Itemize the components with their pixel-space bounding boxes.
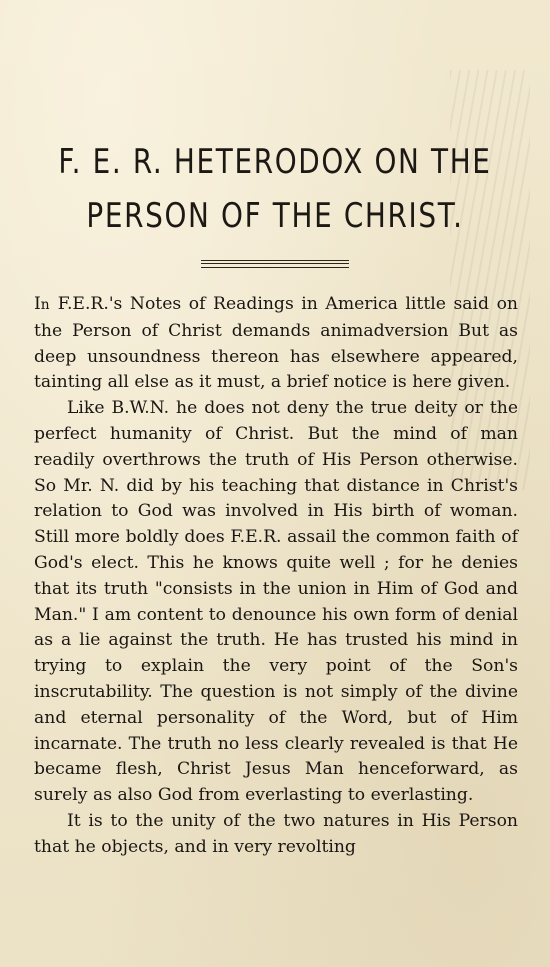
title-divider [201,260,349,268]
paragraph-1-initial: I [34,294,41,314]
paragraph-2: Like B.W.N. he does not deny the true deity or the perfect humanity of Christ. But the mind of man readily overthrows the truth of His Person otherwise. So Mr. N. did by his teaching that distance in Christ's relation to God was involved in His birth of woman. Still more boldly does F.E.R. assail the common faith of God's elect. This he knows quite well ; for he denies that its truth "consists in the union in Him of God and Man." I am content to denounce his own form of denial as a lie against the truth. He has trusted his mind in trying to explain the very point of the Son's inscrutability. The question is not simply of the divine and eternal personality of the Word, but of Him incarnate. The truth no less clearly revealed is that He became flesh, Christ Jesus Man henceforward, as surely as also God from everlasting to everlasting. [34,398,518,806]
title-divider-middle-line [201,263,349,264]
paragraph-1 [34,292,518,396]
title-line-1: F. E. R. HETERODOX ON THE [58,142,492,182]
paragraph-3: It is to the unity of the two natures in His Person that he objects, and in very revolting [34,810,518,857]
title-line-2: PERSON OF THE CHRIST. [86,196,464,236]
article-body [34,292,518,861]
paragraph-1-initial-rest: n [40,297,51,313]
paragraph-1-text: F.E.R.'s Notes of Readings in America little said on the Person of Christ demands animadversion But as deep unsoundness thereon has elsewhere appeared, tainting all else as it must, a brief notice is here given. [34,294,518,393]
